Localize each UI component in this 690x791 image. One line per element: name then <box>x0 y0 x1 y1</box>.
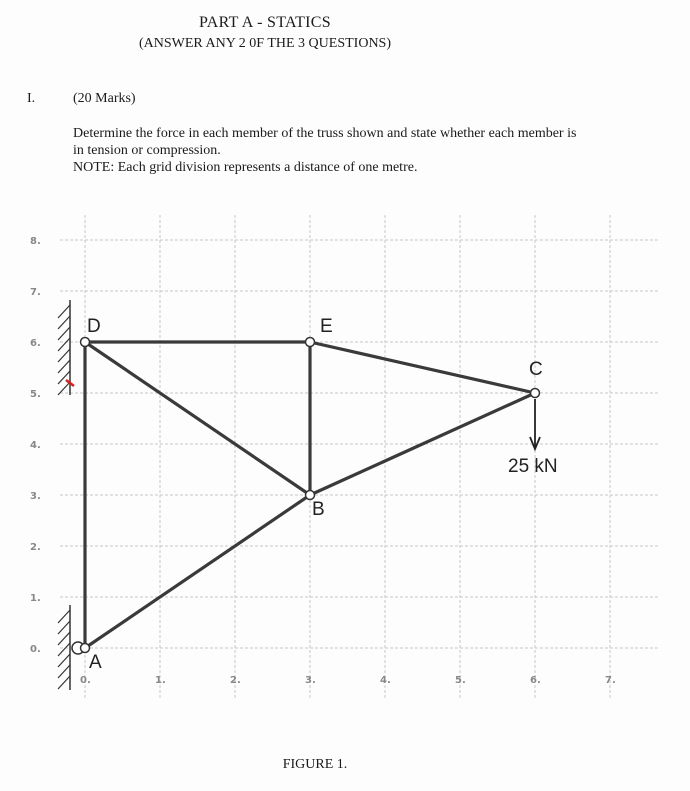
y-tick-label: 3. <box>30 491 41 502</box>
wall-hatch <box>58 360 70 373</box>
node-label-A: A <box>89 652 102 673</box>
y-tick-label: 2. <box>30 542 41 553</box>
joint-D <box>81 338 90 347</box>
load-label: 25 kN <box>508 456 558 477</box>
y-tick-label: 4. <box>30 440 41 451</box>
wall-hatch <box>58 349 70 362</box>
wall-hatch <box>58 676 70 689</box>
wall-hatch <box>58 316 70 329</box>
x-tick-label: 5. <box>455 675 466 686</box>
question-marks: (20 Marks) <box>73 91 136 106</box>
wall-hatch <box>58 621 70 634</box>
joint-E <box>306 338 315 347</box>
y-tick-label: 0. <box>30 644 41 655</box>
question-line-1: Determine the force in each member of the truss shown and state whether each member is <box>73 126 577 141</box>
x-tick-label: 0. <box>80 675 91 686</box>
node-label-D: D <box>87 316 101 337</box>
node-label-C: C <box>529 359 543 380</box>
wall-hatch <box>58 327 70 340</box>
wall-hatch <box>58 643 70 656</box>
wall-hatch <box>58 632 70 645</box>
joint-C <box>531 389 540 398</box>
wall-hatch <box>58 338 70 351</box>
y-tick-label: 1. <box>30 593 41 604</box>
question-line-2: in tension or compression. <box>73 143 221 158</box>
wall-hatch <box>58 305 70 318</box>
question-number: I. <box>27 91 36 106</box>
node-label-E: E <box>320 316 333 337</box>
wall-hatch <box>58 610 70 623</box>
y-tick-label: 7. <box>30 287 41 298</box>
x-tick-label: 6. <box>530 675 541 686</box>
part-instructions: (ANSWER ANY 2 0F THE 3 QUESTIONS) <box>139 36 391 51</box>
x-tick-label: 4. <box>380 675 391 686</box>
y-tick-label: 6. <box>30 338 41 349</box>
question-line-3: NOTE: Each grid division represents a distance of one metre. <box>73 160 418 175</box>
node-label-B: B <box>312 499 325 520</box>
y-tick-label: 5. <box>30 389 41 400</box>
member-EC <box>310 342 535 393</box>
member-DB <box>85 342 310 495</box>
member-AB <box>85 495 310 648</box>
grid <box>60 215 660 700</box>
y-tick-label: 8. <box>30 236 41 247</box>
wall-hatch <box>58 665 70 678</box>
wall-hatch <box>58 654 70 667</box>
part-title: PART A - STATICS <box>199 14 331 31</box>
x-tick-label: 3. <box>305 675 316 686</box>
figure-caption: FIGURE 1. <box>282 757 348 772</box>
wall-hatch <box>58 382 70 395</box>
x-tick-label: 2. <box>230 675 241 686</box>
x-tick-label: 1. <box>155 675 166 686</box>
x-tick-label: 7. <box>605 675 616 686</box>
